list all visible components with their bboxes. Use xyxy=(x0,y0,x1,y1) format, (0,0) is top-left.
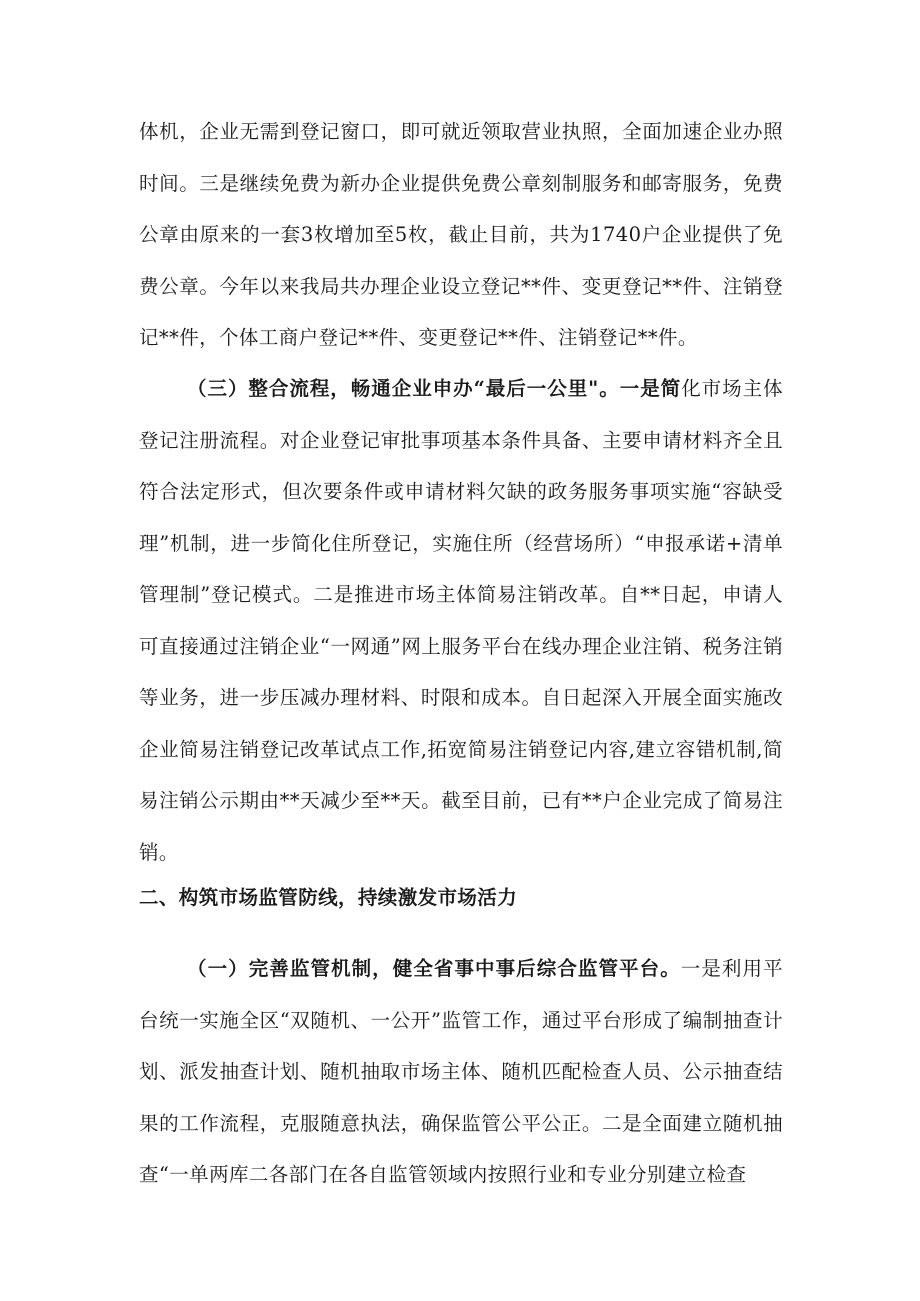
body-paragraph-4 xyxy=(139,943,783,1201)
body-paragraph-1 xyxy=(139,106,783,364)
subsection-heading-3: （三）整合流程，畅通企业申办“最后一公里"。一是简 xyxy=(187,377,682,400)
body-paragraph-2 xyxy=(139,363,783,878)
paragraph-text: 一是利用平台统一实施全区“双随机、一公开”监管工作，通过平台形成了编制抽查计划、派发抽查计划、随机抽取市场主体、随机匹配检查人员、公示抽查结果的工作流程，克服随意执法，确保监管公平公正。二是全面建立随机抽查“一单两库二各部门在各自监管领域内按照行业和专业分别建立检查 xyxy=(139,957,783,1186)
section-heading-2: 二、构筑市场监管防线，持续激发市场活力 xyxy=(139,886,518,909)
paragraph-text: 体机，企业无需到登记窗口，即可就近领取营业执照，全面加速企业办照时间。三是继续免费为新办企业提供免费公章刻制服务和邮寄服务，免费公章由原来的一套3枚增加至5枚，截止目前，共为1740户企业提供了免费公章。今年以来我局共办理企业设立登记**件、变更登记**件、注销登记**件，个体工商户登记**件、变更登记**件、注销登记**件。 xyxy=(139,120,783,349)
subsection-heading-1: （一）完善监管机制，健全省事中事后综合监管平台。 xyxy=(187,957,681,980)
paragraph-text: 化市场主体登记注册流程。对企业登记审批事项基本条件具备、主要申请材料齐全且符合法定形式，但次要条件或申请材料欠缺的政务服务事项实施“容缺受理”机制，进一步简化住所登记，实施住所（经营场所）“申报承诺+清单管理制”登记模式。二是推进市场主体简易注销改革。自**日起，申请人可直接通过注销企业“一网通”网上服务平台在线办理企业注销、税务注销等业务，进一步压减办理材料、时限和成本。自日起深入开展全面实施改企业简易注销登记改革试点工作,拓宽简易注销登记内容,建立容错机制,简易注销公示期由**天减少至**天。截至目前，已有**户企业完成了简易注销。 xyxy=(139,377,783,864)
